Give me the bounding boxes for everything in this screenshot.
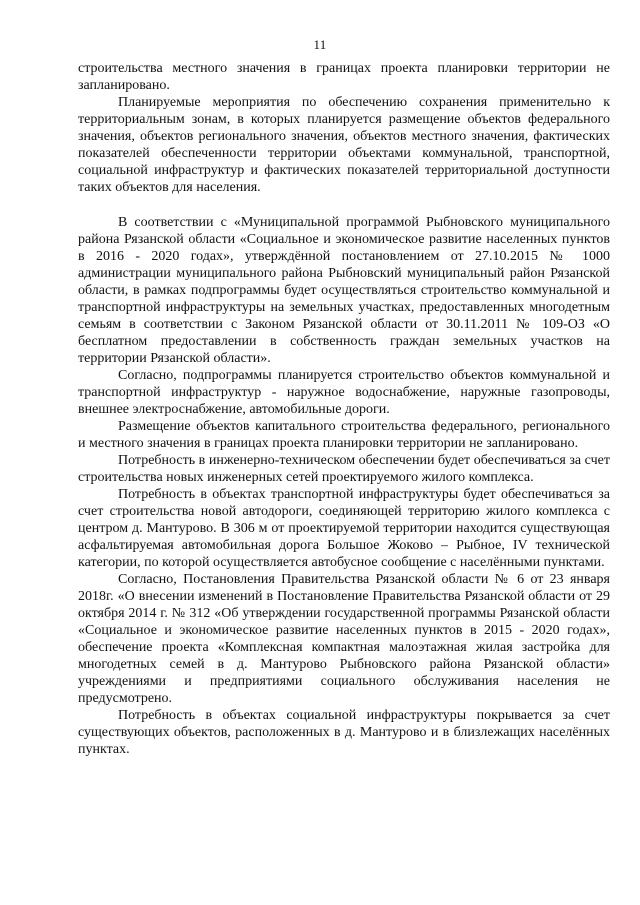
- paragraph-government-decree: Согласно, Постановления Правительства Рязанской области № 6 от 23 января 2018г. «О внесении изменений в Постановление Правительства Рязанской области от 29 октября 2014 г. № 312 «Об утверждении государственной программы Рязанской области «Социальное и экономическое развитие населенных пунктов в 2015 - 2020 годах», обеспечение проекта «Комплексная компактная малоэтажная жилая застройка для многодетных семей в д. Мантурово Рыбновского района Рязанской области» учреждениями и предприятиями социального обслуживания населения не предусмотрено.: [78, 572, 610, 706]
- paragraph-continuation: строительства местного значения в границах проекта планировки территории не запланировано.: [78, 61, 610, 93]
- paragraph-municipal-program: В соответствии с «Муниципальной программой Рыбновского муниципального района Рязанской области «Социальное и экономическое развитие населенных пунктов в 2016 - 2020 годах», утверждённой постановлением от 27.10.2015 № 1000 администрации муниципального района Рыбновский муниципальный район Рязанской области, в рамках подпрограммы будет осуществляться строительство коммунальной и транспортной инфраструктуры на земельных участках, предоставленных многодетным семьям в соответствии с Законом Рязанской области от 30.11.2011 № 109-ОЗ «О бесплатном предоставлении в собственность граждан земельных участков на территории Рязанской области».: [78, 215, 610, 366]
- paragraph-planned-measures: Планируемые мероприятия по обеспечению сохранения применительно к территориальным зонам, в которых планируется размещение объектов федерального значения, объектов регионального значения, объектов местного значения, фактических показателей обеспеченности территории объектами коммунальной, транспортной, социальной инфраструктур и фактических показателей территориальной доступности таких объектов для населения.: [78, 95, 610, 195]
- paragraph-engineering-needs: Потребность в инженерно-техническом обеспечении будет обеспечиваться за счет строительства новых инженерных сетей проектируемого жилого комплекса.: [78, 453, 610, 485]
- paragraph-transport-needs: Потребность в объектах транспортной инфраструктуры будет обеспечиваться за счет строительства новой автодороги, соединяющей территорию жилого комплекса с центром д. Мантурово. В 306 м от проектируемой территории находится существующая асфальтируемая автомобильная дорога Большое Жоково – Рыбное, IV технической категории, по которой осуществляется автобусное сообщение с населёнными пунктами.: [78, 487, 610, 570]
- paragraph-social-needs: Потребность в объектах социальной инфраструктуры покрывается за счет существующих объектов, расположенных в д. Мантурово и в близлежащих населённых пунктах.: [78, 708, 610, 757]
- document-body: [78, 60, 610, 758]
- paragraph-capital-objects: Размещение объектов капитального строительства федерального, регионального и местного значения в границах проекта планировки территории не запланировано.: [78, 419, 610, 451]
- page-number: 11: [313, 37, 327, 52]
- paragraph-subprogram-construction: Согласно, подпрограммы планируется строительство объектов коммунальной и транспортной инфраструктур - наружное водоснабжение, наружные газопроводы, внешнее электроснабжение, автомобильные дороги.: [78, 368, 610, 417]
